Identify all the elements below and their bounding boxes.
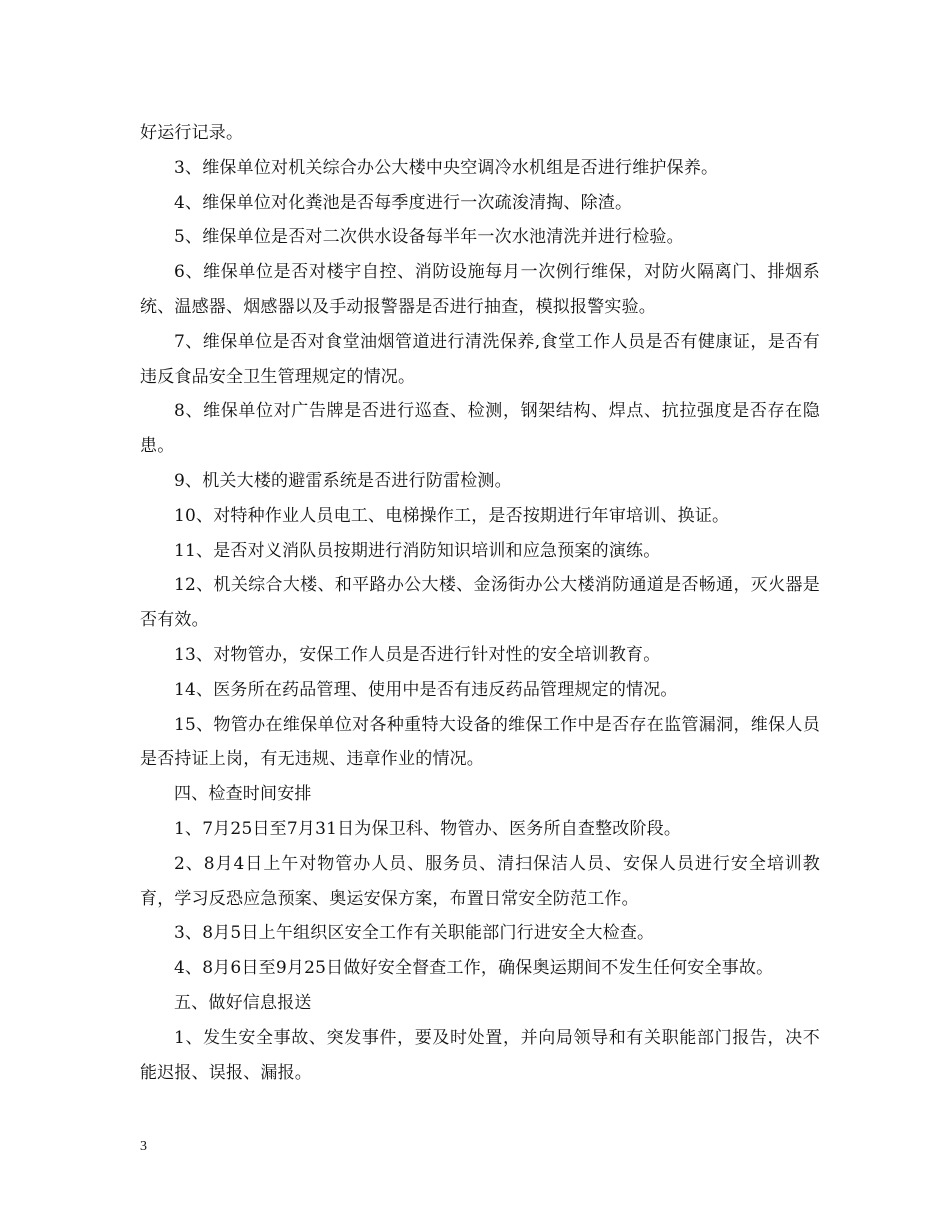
item-10-special-operators: 10、对特种作业人员电工、电梯操作工，是否按期进行年审培训、换证。	[174, 505, 730, 526]
item-3-hvac-maintenance: 3、维保单位对机关综合办公大楼中央空调冷水机组是否进行维护保养。	[174, 157, 719, 178]
item-12-fire-exits: 12、机关综合大楼、和平路办公大楼、金汤街办公大楼消防通道是否畅通，灭火器是否有效。	[140, 575, 820, 631]
section-heading-schedule: 四、检查时间安排	[174, 784, 312, 805]
item-11-fire-training: 11、是否对义消队员按期进行消防知识培训和应急预案的演练。	[174, 540, 661, 561]
item-14-medicine-management: 14、医务所在药品管理、使用中是否有违反药品管理规定的情况。	[174, 679, 678, 700]
schedule-item-1: 1、7月25日至7月31日为保卫科、物管办、医务所自查整改阶段。	[174, 818, 682, 839]
item-9-lightning-protection: 9、机关大楼的避雷系统是否进行防雷检测。	[174, 470, 512, 491]
reporting-item-1: 1、发生安全事故、突发事件，要及时处置，并向局领导和有关职能部门报告，决不能迟报、误报、漏报。	[140, 1027, 820, 1083]
item-8-billboard-inspection: 8、维保单位对广告牌是否进行巡查、检测，钢架结构、焊点、抗拉强度是否存在隐患。	[140, 401, 820, 457]
section-heading-reporting: 五、做好信息报送	[174, 992, 312, 1013]
schedule-item-2: 2、8月4日上午对物管办人员、服务员、清扫保洁人员、安保人员进行安全培训教育，学习反恐应急预案、奥运安保方案，布置日常安全防范工作。	[140, 853, 820, 909]
item-15-equipment-supervision: 15、物管办在维保单位对各种重特大设备的维保工作中是否存在监管漏洞，维保人员是否持证上岗，有无违规、违章作业的情况。	[140, 714, 820, 770]
item-4-septic-cleaning: 4、维保单位对化粪池是否每季度进行一次疏浚清掏、除渣。	[174, 192, 633, 213]
item-6-fire-facilities: 6、维保单位是否对楼宇自控、消防设施每月一次例行维保，对防火隔离门、排烟系统、温感器、烟感器以及手动报警器是否进行抽查，模拟报警实验。	[140, 262, 820, 317]
item-7-canteen-safety: 7、维保单位是否对食堂油烟管道进行清洗保养,食堂工作人员是否有健康证，是否有违反食品安全卫生管理规定的情况。	[140, 331, 820, 387]
item-5-water-supply-inspection: 5、维保单位是否对二次供水设备每半年一次水池清洗并进行检验。	[174, 227, 684, 248]
schedule-item-3: 3、8月5日上午组织区安全工作有关职能部门行进安全大检查。	[174, 923, 655, 944]
schedule-item-4: 4、8月6日至9月25日做好安全督查工作，确保奥运期间不发生任何安全事故。	[174, 958, 774, 979]
item-13-security-training: 13、对物管办，安保工作人员是否进行针对性的安全培训教育。	[174, 644, 661, 665]
document-body	[140, 116, 820, 1090]
paragraph-continuation: 好运行记录。	[140, 123, 244, 143]
page-number: 3	[140, 1139, 147, 1154]
